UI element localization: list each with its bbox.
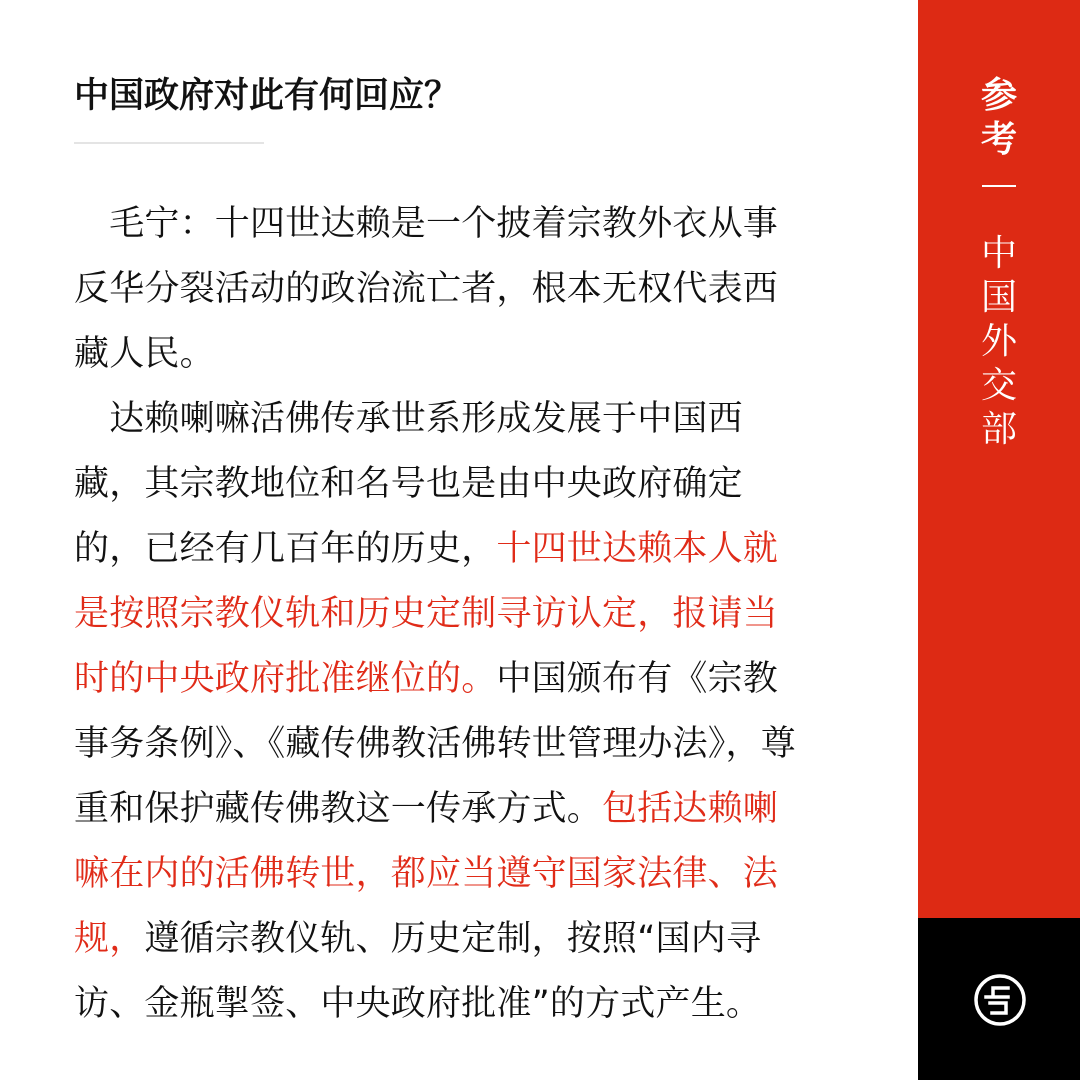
body-line	[74, 647, 854, 712]
body-line	[74, 257, 854, 322]
highlighted-text: 时的中央政府批准继位的。	[74, 659, 497, 699]
question-heading: 中国政府对此有何回应？	[74, 76, 460, 116]
body-text-run: 达赖喇嘛活佛传承世系形成发展于中国西	[74, 399, 743, 439]
body-text-run: 事务条例》、《藏传佛教活佛转世管理办法》，尊	[74, 724, 796, 764]
sidebar-char: 交	[980, 365, 1017, 406]
body-line	[74, 972, 854, 1037]
highlighted-text: 嘛在内的活佛转世，都应当遵守国家法律、法	[74, 854, 779, 894]
heading-divider	[74, 142, 264, 144]
highlighted-text: 是按照宗教仪轨和历史定制寻访认定，报请当	[74, 594, 779, 634]
brand-logo-icon	[973, 973, 1027, 1027]
sidebar-logo-panel	[918, 918, 1080, 1080]
body-text-run: 的，已经有几百年的历史，	[74, 529, 497, 569]
sidebar-tag-primary	[977, 74, 1021, 162]
sidebar-dash	[982, 185, 1016, 187]
sidebar-char: 中	[980, 233, 1017, 274]
body-line	[74, 777, 854, 842]
body-line	[74, 842, 854, 907]
body-line	[74, 517, 854, 582]
sidebar-char: 参	[980, 75, 1017, 116]
sidebar-char: 考	[980, 119, 1017, 160]
body-text-run: 毛宁：十四世达赖是一个披着宗教外衣从事	[74, 204, 779, 244]
sidebar-label-panel	[918, 0, 1080, 918]
highlighted-text: 规，	[74, 919, 145, 959]
highlighted-text: 十四世达赖本人就	[496, 529, 779, 569]
body-text-run: 重和保护藏传佛教这一传承方式。	[74, 789, 603, 829]
sidebar-tag-secondary	[977, 232, 1021, 452]
body-text-run: 遵循宗教仪轨、历史定制，按照“国内寻	[144, 919, 762, 959]
sidebar-char: 外	[980, 321, 1017, 362]
sidebar-char: 部	[980, 409, 1017, 450]
body-text-run: 反华分裂活动的政治流亡者，根本无权代表西	[74, 269, 779, 309]
body-text-run: 中国颁布有《宗教	[496, 659, 779, 699]
body-line	[74, 192, 854, 257]
body-line	[74, 452, 854, 517]
body-line	[74, 582, 854, 647]
body-text-run: 藏人民。	[74, 334, 215, 374]
body-line	[74, 907, 854, 972]
body-line	[74, 322, 854, 387]
body-line	[74, 387, 854, 452]
body-text-run: 访、金瓶掣签、中央政府批准”的方式产生。	[74, 984, 762, 1024]
body-line	[74, 712, 854, 777]
highlighted-text: 包括达赖喇	[602, 789, 779, 829]
body-text-run: 藏，其宗教地位和名号也是由中央政府确定	[74, 464, 743, 504]
answer-body	[74, 192, 854, 1037]
sidebar-char: 国	[980, 277, 1017, 318]
